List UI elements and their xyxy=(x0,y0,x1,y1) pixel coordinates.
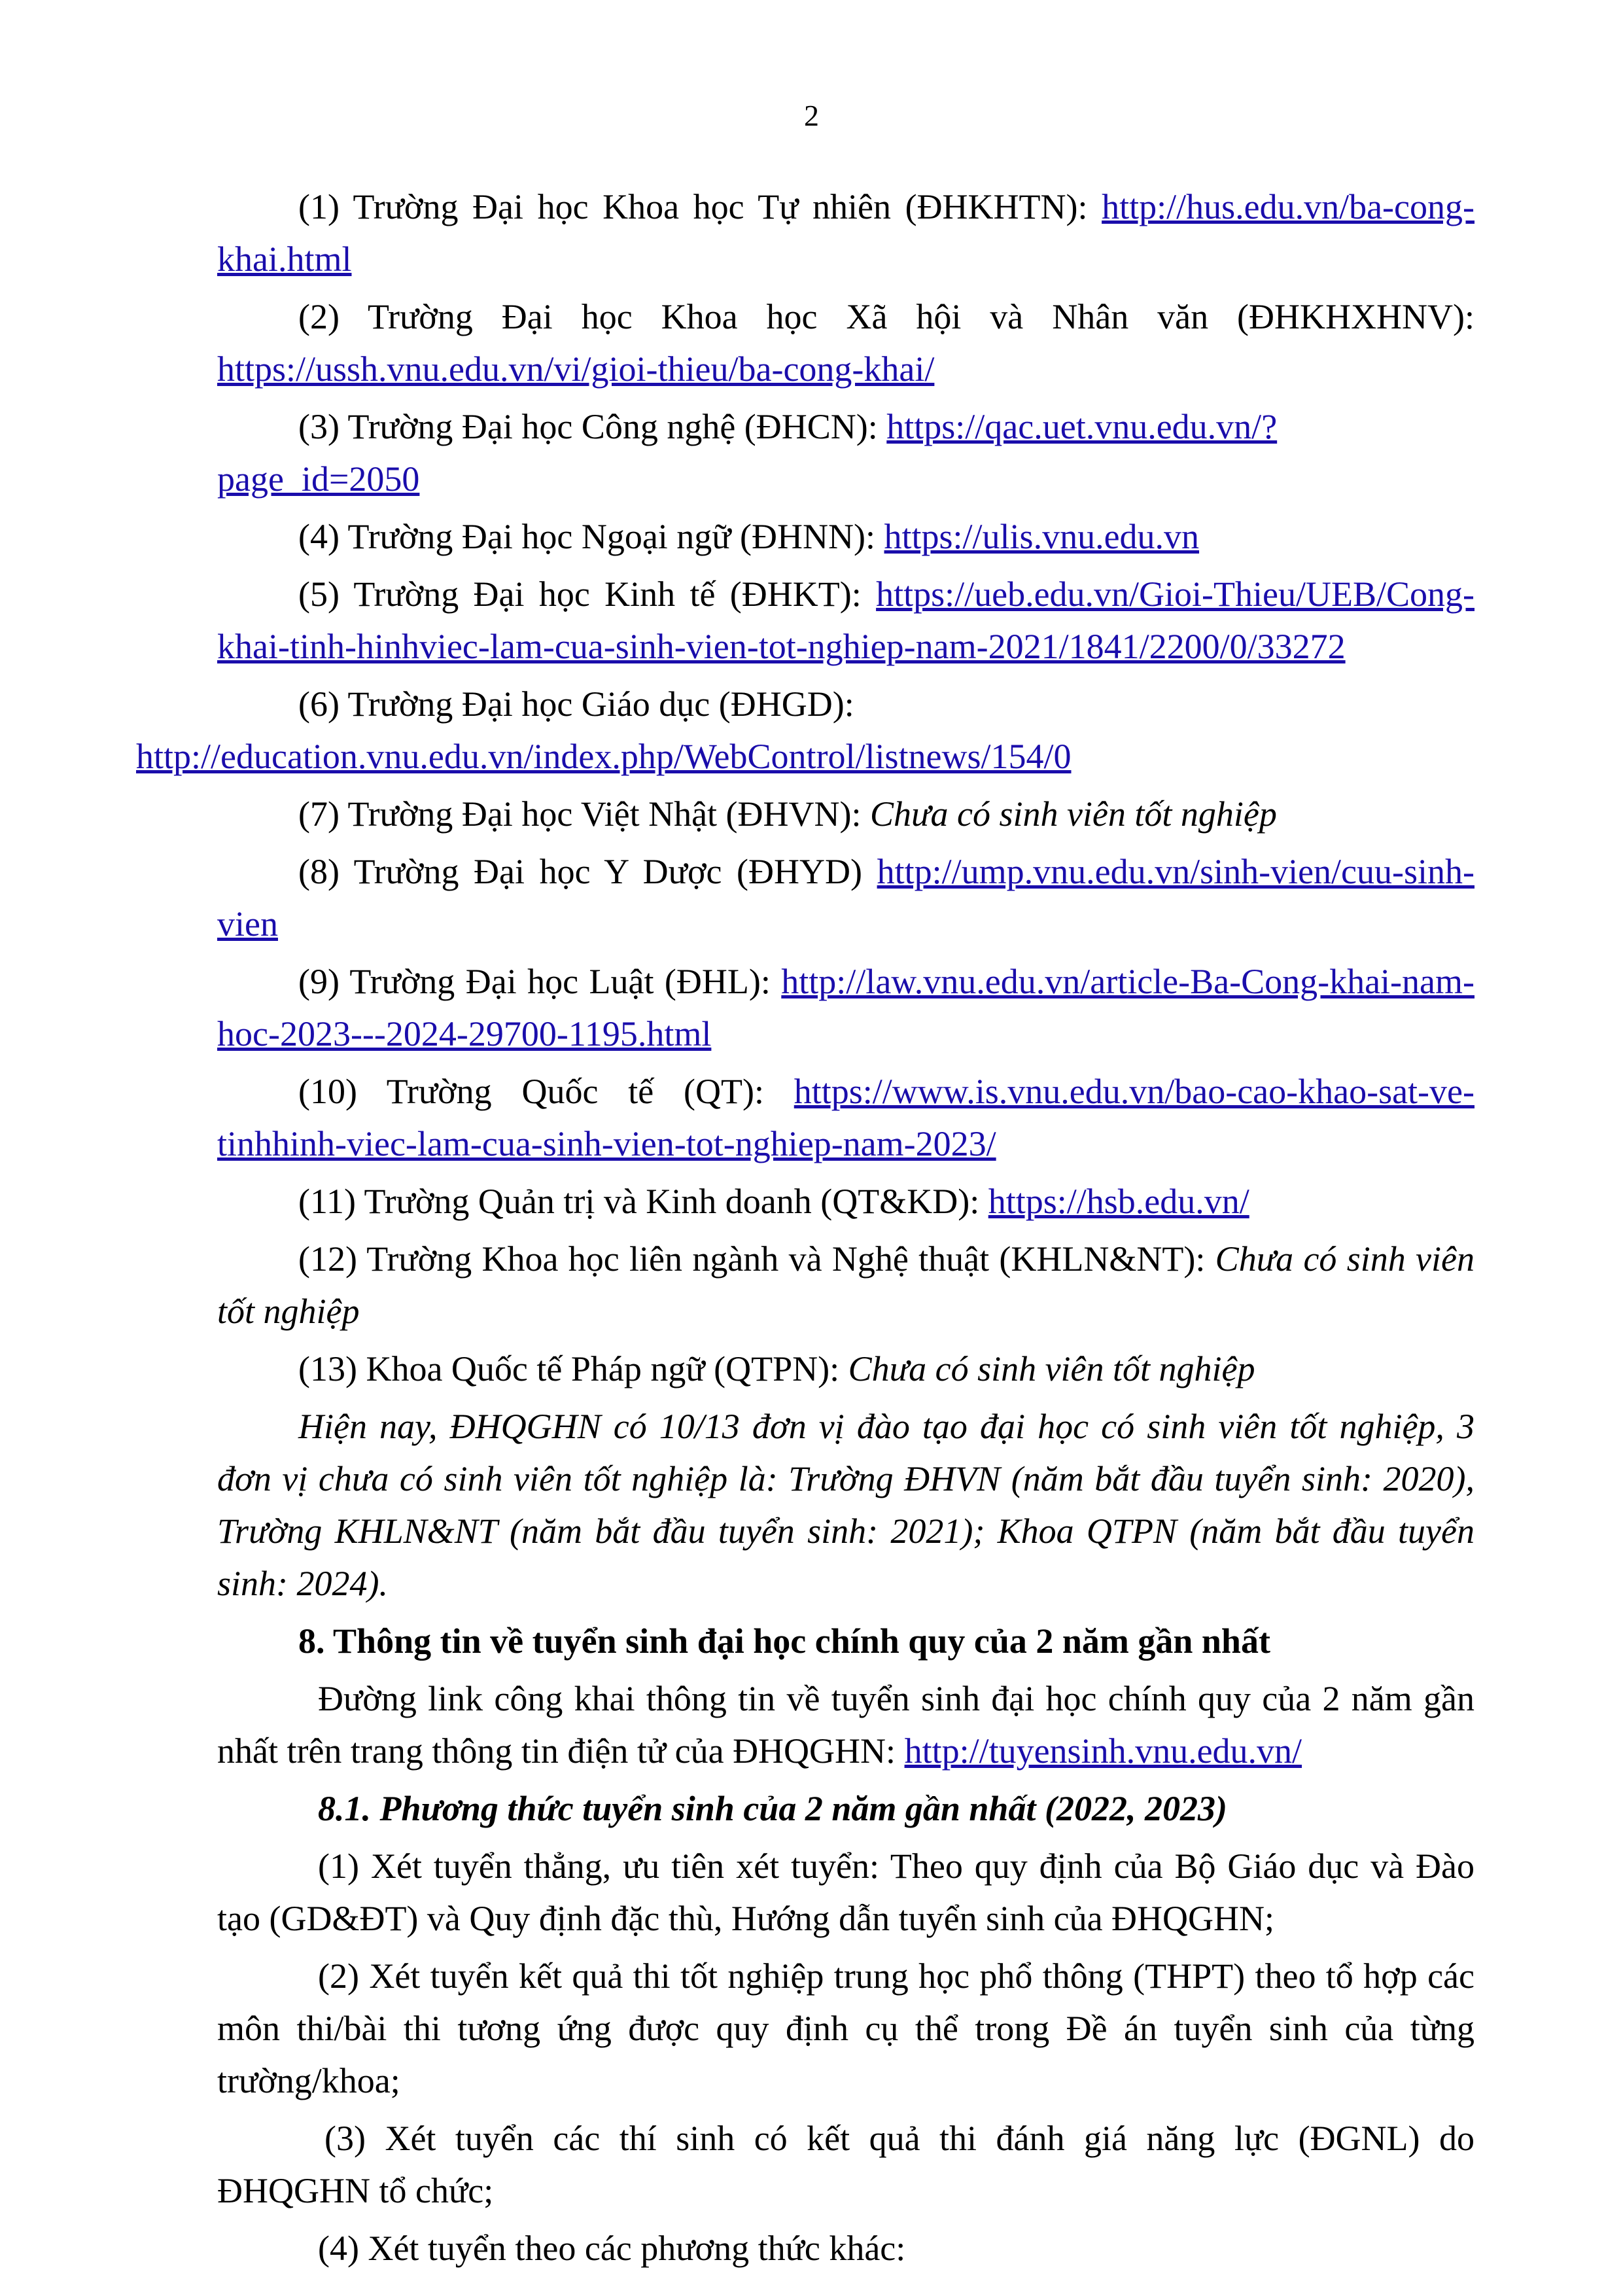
item-note: Chưa có sinh viên tốt nghiệp xyxy=(217,1239,1475,1331)
method-item: (4) Xét tuyển theo các phương thức khác: xyxy=(318,2229,906,2268)
item-link[interactable]: https://qac.uet.vnu.edu.vn/?page_id=2050 xyxy=(217,407,1278,499)
item-text: (3) Trường Đại học Công nghệ (ĐHCN): xyxy=(298,407,887,446)
list-item xyxy=(217,845,1475,950)
item-link[interactable]: https://www.is.vnu.edu.vn/bao-cao-khao-sat-ve-tinhhinh-viec-lam-cua-sinh-vien-tot-nghiep-nam-2023/ xyxy=(217,1072,1475,1163)
method-item: (2) Xét tuyển kết quả thi tốt nghiệp trung học phổ thông (THPT) theo tổ hợp các môn thi/bài thi tương ứng được quy định cụ thể trong Đề án tuyển sinh của từng trường/khoa; xyxy=(217,1956,1475,2100)
section-subheading: 8.1. Phương thức tuyển sinh của 2 năm gần nhất (2022, 2023) xyxy=(318,1789,1227,1828)
item-link[interactable]: https://ueb.edu.vn/Gioi-Thieu/UEB/Cong-khai-tinh-hinhviec-lam-cua-sinh-vien-tot-nghiep-nam-2021/1841/2200/0/33272 xyxy=(217,574,1475,666)
item-text: (10) Trường Quốc tế (QT): xyxy=(298,1072,794,1111)
list-item xyxy=(217,181,1475,285)
item-text: (1) Trường Đại học Khoa học Tự nhiên (ĐHKHTN): xyxy=(298,187,1102,226)
item-link[interactable]: https://hsb.edu.vn/ xyxy=(988,1182,1249,1221)
list-item xyxy=(217,1343,1475,1395)
item-text: (5) Trường Đại học Kinh tế (ĐHKT): xyxy=(298,574,877,614)
item-note: Chưa có sinh viên tốt nghiệp xyxy=(848,1349,1255,1388)
list-item xyxy=(136,678,1475,783)
item-text: (9) Trường Đại học Luật (ĐHL): xyxy=(298,962,782,1001)
intro-link[interactable]: http://tuyensinh.vnu.edu.vn/ xyxy=(904,1731,1302,1771)
item-note: Chưa có sinh viên tốt nghiệp xyxy=(870,794,1277,834)
list-item xyxy=(217,1065,1475,1170)
item-text: (2) Trường Đại học Khoa học Xã hội và Nhân văn (ĐHKHXHNV): xyxy=(298,297,1475,336)
item-text: (11) Trường Quản trị và Kinh doanh (QT&KD): xyxy=(298,1182,988,1221)
list-item xyxy=(217,568,1475,673)
item-link[interactable]: http://ump.vnu.edu.vn/sinh-vien/cuu-sinh-vien xyxy=(217,852,1475,944)
summary-paragraph: Hiện nay, ĐHQGHN có 10/13 đơn vị đào tạo đại học có sinh viên tốt nghiệp, 3 đơn vị chưa có sinh viên tốt nghiệp là: Trường ĐHVN (năm bắt đầu tuyển sinh: 2020), Trường KHLN&NT (năm bắt đầu tuyển sinh: 2021); Khoa QTPN (năm bắt đầu tuyển sinh: 2024). xyxy=(217,1407,1475,1603)
item-text: (13) Khoa Quốc tế Pháp ngữ (QTPN): xyxy=(298,1349,848,1388)
item-text: (7) Trường Đại học Việt Nhật (ĐHVN): xyxy=(298,794,870,834)
list-item xyxy=(217,510,1475,563)
list-item xyxy=(217,1233,1475,1337)
section-heading: 8. Thông tin về tuyển sinh đại học chính quy của 2 năm gần nhất xyxy=(298,1621,1270,1661)
item-link[interactable]: https://ussh.vnu.edu.vn/vi/gioi-thieu/ba-cong-khai/ xyxy=(217,349,935,389)
list-item xyxy=(217,400,1475,505)
list-item xyxy=(217,955,1475,1060)
method-item: (1) Xét tuyển thẳng, ưu tiên xét tuyển: Theo quy định của Bộ Giáo dục và Đào tạo (GD&ĐT) và Quy định đặc thù, Hướng dẫn tuyển sinh của ĐHQGHN; xyxy=(217,1846,1475,1938)
item-link[interactable]: http://law.vnu.edu.vn/article-Ba-Cong-khai-nam-hoc-2023---2024-29700-1195.html xyxy=(217,962,1475,1053)
intro-text: Đường link công khai thông tin về tuyển sinh đại học chính quy của 2 năm gần nhất trên trang thông tin điện tử của ĐHQGHN: xyxy=(217,1679,1475,1771)
item-text: (8) Trường Đại học Y Dược (ĐHYD) xyxy=(298,852,877,891)
section-intro xyxy=(217,1672,1475,1777)
item-text: (12) Trường Khoa học liên ngành và Nghệ thuật (KHLN&NT): xyxy=(298,1239,1215,1279)
item-link[interactable]: http://education.vnu.edu.vn/index.php/WebControl/listnews/154/0 xyxy=(136,737,1072,776)
method-item: (3) Xét tuyển các thí sinh có kết quả thi đánh giá năng lực (ĐGNL) do ĐHQGHN tổ chức; xyxy=(217,2119,1475,2210)
page-number: 2 xyxy=(804,99,819,132)
item-link[interactable]: https://ulis.vnu.edu.vn xyxy=(884,517,1200,556)
item-link[interactable]: http://hus.edu.vn/ba-cong-khai.html xyxy=(217,187,1475,279)
list-item xyxy=(217,1175,1475,1227)
item-text: (6) Trường Đại học Giáo dục (ĐHGD): xyxy=(298,684,854,724)
document-body xyxy=(136,181,1475,2280)
list-item xyxy=(217,788,1475,840)
list-item xyxy=(217,291,1475,395)
item-text: (4) Trường Đại học Ngoại ngữ (ĐHNN): xyxy=(298,517,884,556)
